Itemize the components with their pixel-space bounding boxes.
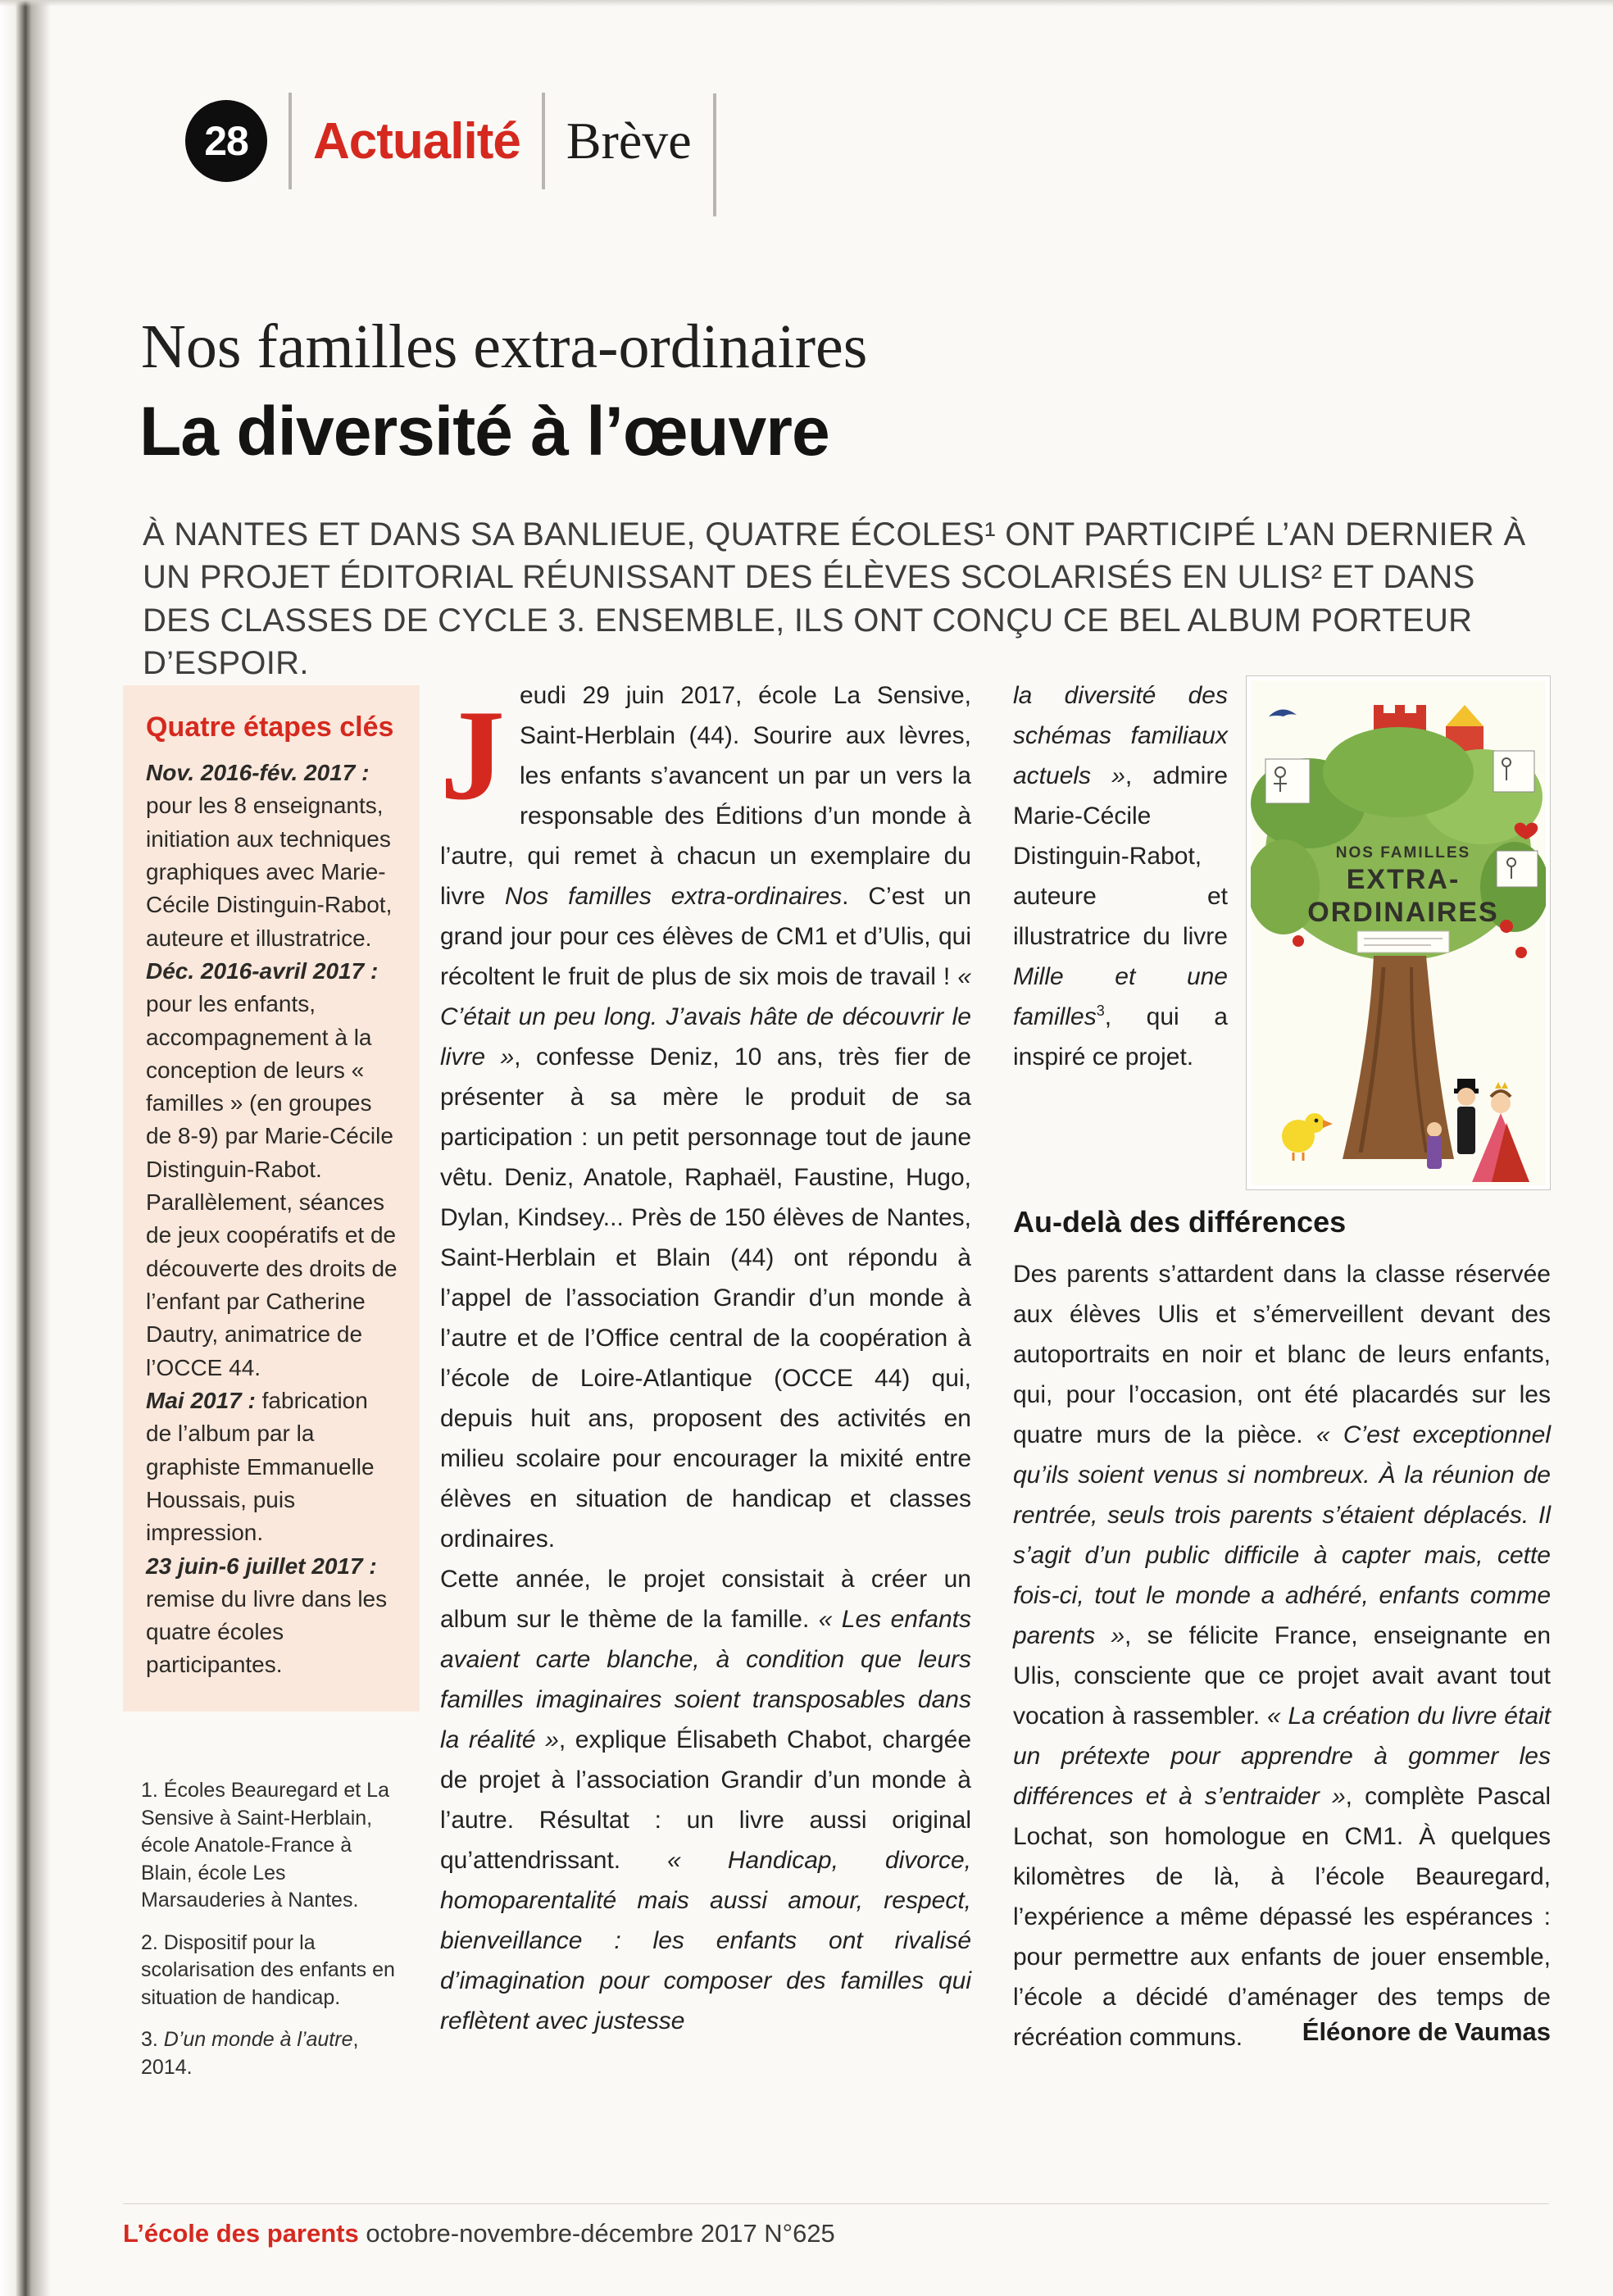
cover-title-line1: NOS FAMILLES [1335,844,1471,862]
footnote: 3. D’un monde à l’autre, 2014. [141,2028,359,2079]
paragraph: Des parents s’attardent dans la classe réservée aux élèves Ulis et s’émerveillent devant des autoportraits en noir et blanc de leurs enfants, qui, pour l’occasion, ont été placardés sur les quatre murs de la pièce. « C’est exceptionnel qu’ils soient venus si nombreux. À la réunion de rentrée, seuls trois parents s’étaient déplacés. Il s’agit d’un public difficile à capter mais, cette fois-ci, tout le monde a adhéré, enfants comme parents », se félicite France, enseignante en Ulis, consciente que ce projet avait avant tout vocation à rassembler. « La création du livre était un prétexte pour apprendre à gommer les différences et à s’entraider », complète Pascal Lochat, son homologue en CM1. À quelques kilomètres de là, à l’école Beauregard, l’expérience a même dépassé les espérances : pour permettre aux enfants de jouer ensemble, l’école a décidé d’aménager des temps de récréation communs. [1013,1261,1552,2051]
footer-brand: L’école des parents [123,2219,359,2248]
standfirst: À NANTES ET DANS SA BANLIEUE, QUATRE ÉCOLES¹ ONT PARTICIPÉ L’AN DERNIER À UN PROJET ÉDITORIAL RÉUNISSANT DES ÉLÈVES SCOLARISÉS EN ULIS² ET DANS DES CLASSES DE CYCLE 3. ENSEMBLE, ILS ONT CONÇU CE BEL ALBUM PORTEUR D’ESPOIR. [143,516,1526,682]
divider [713,93,716,216]
article-title: La diversité à l’œuvre [139,393,829,470]
divider [542,93,545,189]
divider [289,93,292,189]
paragraph: Jeudi 29 juin 2017, école La Sensive, Saint-Herblain (44). Sourire aux lèvres, les enfants s’avancent un par un vers la responsable des Éditions d’un monde à l’autre, qui remet à chacun un exemplaire du livre Nos familles extra-ordinaires. C’est un grand jour pour ces élèves de CM1 et d’Ulis, qui récoltent le fruit de plus de six mois de travail ! « C’était un peu long. J’avais hâte de découvrir le livre », confesse Deniz, 10 ans, très fier de présenter à sa mère le produit de sa participation : un petit personnage tout de jaune vêtu. Deniz, Anatole, Raphaël, Faustine, Hugo, Dylan, Kindsey... Près de 150 élèves de Nantes, Saint-Herblain et Blain (44) ont répondu à l’appel de l’association Grandir d’un monde à l’autre et de l’Office central de la coopération à l’école de Loire-Atlantique (OCCE 44) qui, depuis huit ans, proposent des activités en milieu scolaire pour encourager la mixité entre élèves en situation de handicap et classes ordinaires. [440,675,971,1559]
article-right-column [1013,675,1552,2051]
scan-top-edge [0,0,1613,7]
sidebar-entry: Nov. 2016-fév. 2017 : pour les 8 enseignants, initiation aux techniques graphiques avec Marie-Cécile Distinguin-Rabot, auteure et illustratrice. [146,760,393,951]
sidebar-entry: Mai 2017 : fabrication de l’album par la graphiste Emmanuelle Houssais, puis impression. [146,1387,375,1546]
book-cover [1246,675,1551,1190]
cover-title-line2: EXTRA- [1346,864,1461,895]
section-label: Actualité [313,112,520,170]
paragraph: la diversité des schémas familiaux actuels », admire Marie-Cécile Distinguin-Rabot, auteure et illustratrice du livre Mille et une familles$^3$, qui a inspiré ce projet. [1013,682,1229,1071]
book-cover-illustration [1251,680,1546,1185]
scan-binding-edge [0,0,51,2296]
kicker-title: Nos familles extra-ordinaires [141,312,868,381]
footnotes [141,1777,397,2096]
footnote: 2. Dispositif pour la scolarisation des enfants en situation de handicap. [141,1930,395,2009]
cover-title-line3: ORDINAIRES [1307,897,1499,928]
drop-cap: J [440,684,505,827]
byline: Éléonore de Vaumas [1302,2017,1551,2046]
section-heading: Au-delà des différences [1013,1205,1347,1239]
page-footer [123,2203,1549,2248]
sidebar-entry: 23 juin-6 juillet 2017 : remise du livre dans les quatre écoles participantes. [146,1553,388,1678]
article-body-column [440,675,971,2041]
rubric-label: Brève [566,111,692,170]
footnote: 1. Écoles Beauregard et La Sensive à Saint-Herblain, école Anatole-France à Blain, école Les Marsauderies à Nantes. [141,1779,389,1912]
sidebar-title: Quatre étapes clés [146,712,394,743]
sidebar-box [123,685,420,1712]
sidebar-entry: Déc. 2016-avril 2017 : pour les enfants, accompagnement à la conception de leurs « familles » (en groupes de 8-9) par Marie-Cécile Distinguin-Rabot. Parallèlement, séances de jeux coopératifs et de découverte des droits de l’enfant par Catherine Dautry, animatrice de l’OCCE 44. [146,957,398,1380]
footer-issue: octobre-novembre-décembre 2017 N°625 [366,2219,835,2248]
page-number-badge: 28 [185,100,267,182]
page-header [185,66,738,216]
paragraph: Cette année, le projet consistait à créer un album sur le thème de la famille. « Les enfants avaient carte blanche, à condition que leurs familles imaginaires soient transposables dans la réalité », explique Élisabeth Chabot, chargée de projet à l’association Grandir d’un monde à l’autre. Résultat : un livre aussi original qu’attendrissant. « Handicap, divorce, homoparentalité mais aussi amour, respect, bienveillance : les enfants ont rivalisé d’imagination pour composer des familles qui reflètent avec justesse [440,1566,972,2035]
